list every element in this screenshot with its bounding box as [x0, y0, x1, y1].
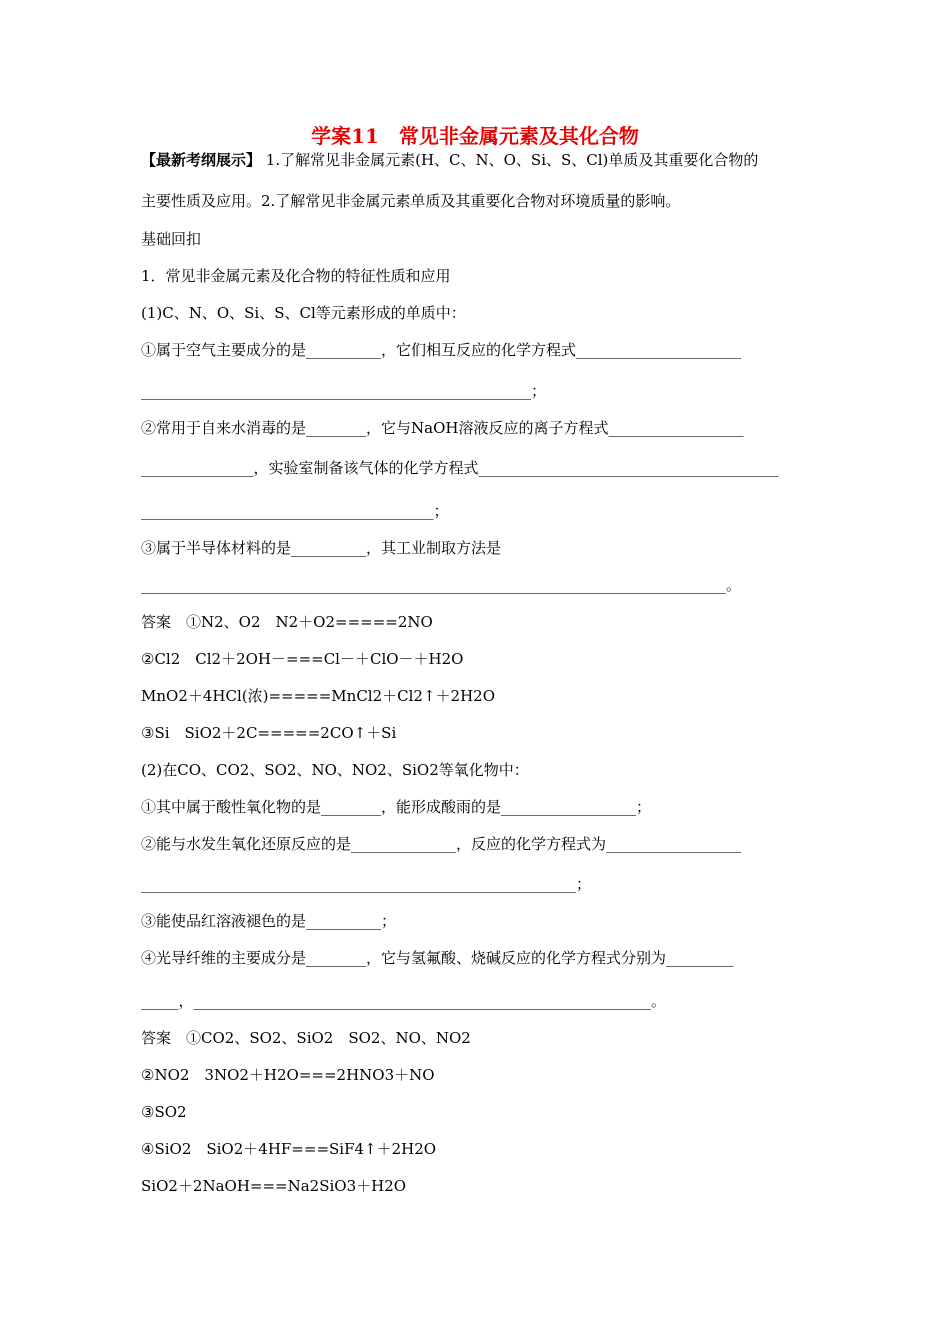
part1-question-2-line-2: _______________，实验室制备该气体的化学方程式________________________________________ [141, 459, 779, 477]
outline-line-1 [141, 150, 758, 170]
outline-label: 【最新考纲展示】 [141, 151, 262, 169]
part1-question-2-line-1: ②常用于自来水消毒的是________，它与NaOH溶液反应的离子方程式__________________ [141, 419, 744, 437]
part2-intro: (2)在CO、CO2、SO2、NO、NO2、SiO2等氧化物中： [141, 761, 529, 779]
part1-question-2-line-3: _______________________________________； [141, 502, 449, 520]
part2-question-4-line-1: ④光导纤维的主要成分是________，它与氢氟酸、烧碱反应的化学方程式分别为_________ [141, 949, 734, 967]
part1-intro: (1)C、N、O、Si、S、Cl等元素形成的单质中： [141, 304, 466, 322]
page-title: 学案11 常见非金属元素及其化合物 [311, 124, 639, 148]
part1-question-3-line-1: ③属于半导体材料的是__________，其工业制取方法是 [141, 539, 502, 557]
part2-question-4-line-2: _____，_____________________________________________________________。 [141, 992, 667, 1010]
answer2-line-5: SiO2＋2NaOH===Na2SiO3＋H2O [141, 1177, 407, 1195]
part2-question-1: ①其中属于酸性氧化物的是________，能形成酸雨的是__________________； [141, 798, 652, 816]
part2-question-3: ③能使品红溶液褪色的是__________； [141, 912, 397, 930]
answer1-line-3: MnO2＋4HCl(浓)=====MnCl2＋Cl2↑＋2H2O [141, 687, 495, 705]
part2-question-2-line-2: __________________________________________________________； [141, 875, 592, 893]
answer2-line-2: ②NO2 3NO2＋H2O===2HNO3＋NO [141, 1066, 435, 1084]
part2-question-2-line-1: ②能与水发生氧化还原反应的是______________，反应的化学方程式为__________________ [141, 835, 742, 853]
answer2-line-3: ③SO2 [141, 1103, 187, 1121]
answer2-line-1: 答案 ①CO2、SO2、SiO2 SO2、NO、NO2 [141, 1029, 471, 1047]
part1-question-1-line-2: ____________________________________________________； [141, 382, 547, 400]
answer2-line-4: ④SiO2 SiO2＋4HF===SiF4↑＋2H2O [141, 1140, 437, 1158]
answer1-line-1: 答案 ①N2、O2 N2＋O2=====2NO [141, 613, 433, 631]
answer1-line-2: ②Cl2 Cl2＋2OH－===Cl－＋ClO－＋H2O [141, 650, 464, 668]
answer1-line-4: ③Si SiO2＋2C=====2CO↑＋Si [141, 724, 397, 742]
part1-question-1-line-1: ①属于空气主要成分的是__________，它们相互反应的化学方程式______________________ [141, 341, 742, 359]
outline-text-1: 1.了解常见非金属元素(H、C、N、O、Si、S、Cl)单质及其重要化合物的 [261, 151, 759, 169]
item1-heading: 1．常见非金属元素及化合物的特征性质和应用 [141, 267, 451, 285]
part1-question-3-line-2: ______________________________________________________________________________。 [141, 576, 742, 594]
outline-line-2: 主要性质及应用。2.了解常见非金属元素单质及其重要化合物对环境质量的影响。 [141, 192, 681, 210]
section-heading: 基础回扣 [141, 230, 202, 248]
